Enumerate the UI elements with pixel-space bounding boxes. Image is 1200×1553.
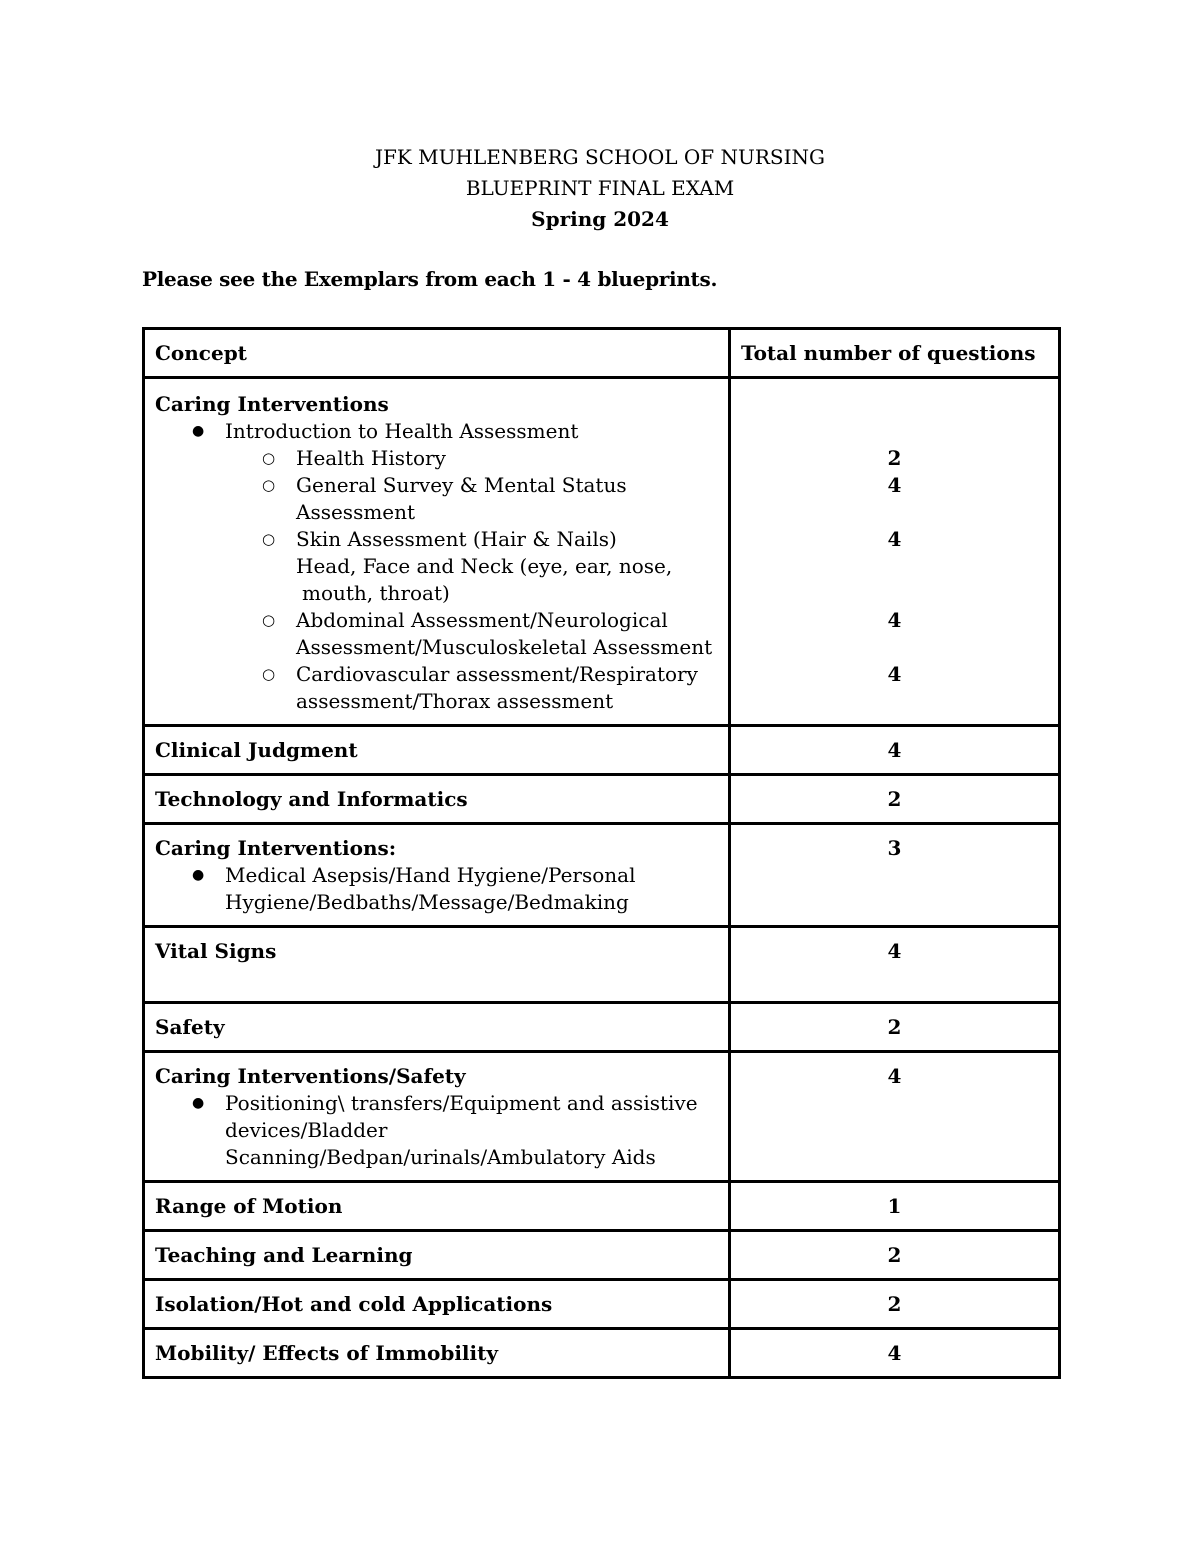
bullet-item-cont: Scanning/Bedpan/urinals/Ambulatory Aids (225, 1145, 656, 1169)
count-value: 2 (887, 446, 902, 470)
sub-item-cont: Assessment/Musculoskeletal Assessment (296, 635, 713, 659)
table-row (144, 1231, 1060, 1280)
count-value: 2 (730, 1231, 1060, 1280)
count-value: 2 (730, 1280, 1060, 1329)
table-row (144, 726, 1060, 775)
table-row (144, 1003, 1060, 1052)
concept-title: Vital Signs (144, 927, 730, 1003)
school-name: JFK MUHLENBERG SCHOOL OF NURSING (374, 145, 826, 169)
count-value: 3 (730, 824, 1060, 927)
table-row (144, 1280, 1060, 1329)
count-value: 1 (730, 1182, 1060, 1231)
sub-item-cont: Head, Face and Neck (eye, ear, nose, (296, 554, 673, 578)
table-row (144, 1182, 1060, 1231)
table-row (144, 927, 1060, 1003)
concept-title: Safety (144, 1003, 730, 1052)
bullet-item-cont: devices/Bladder (225, 1118, 388, 1142)
exam-title: BLUEPRINT FINAL EXAM (465, 176, 735, 200)
concept-title: Isolation/Hot and cold Applications (144, 1280, 730, 1329)
term: Spring 2024 (531, 207, 669, 231)
concept-title: Technology and Informatics (144, 775, 730, 824)
table-row (144, 378, 1060, 726)
count-value: 4 (730, 927, 1060, 1003)
concept-cell (144, 1052, 730, 1182)
blueprint-table (142, 327, 1061, 1379)
sub-item: ○ Skin Assessment (Hair & Nails) (155, 526, 718, 553)
table-row (144, 1329, 1060, 1378)
count-value: 4 (730, 1052, 1060, 1182)
concept-title: Mobility/ Effects of Immobility (144, 1329, 730, 1378)
bullet-item: ● Introduction to Health Assessment (155, 418, 718, 445)
bullet-item: ● Positioning\ transfers/Equipment and assistive (155, 1090, 718, 1117)
intro-text: Please see the Exemplars from each 1 - 4 blueprints. (142, 267, 718, 291)
sub-item-cont: assessment/Thorax assessment (296, 689, 614, 713)
concept-title: Teaching and Learning (144, 1231, 730, 1280)
table-header-row (144, 329, 1060, 378)
concept-cell (144, 824, 730, 927)
document-heading (0, 142, 1200, 235)
sub-item: ○ Health History (155, 445, 718, 472)
bullet-item-cont: Hygiene/Bedbaths/Message/Bedmaking (225, 890, 629, 914)
table-row (144, 1052, 1060, 1182)
sub-item: ○ Cardiovascular assessment/Respiratory (155, 661, 718, 688)
concept-title: Caring Interventions (155, 392, 389, 416)
count-value: 4 (730, 726, 1060, 775)
sub-item-cont: Assessment (296, 500, 416, 524)
concept-title: Caring Interventions: (155, 836, 397, 860)
count-value: 2 (730, 775, 1060, 824)
concept-cell (144, 378, 730, 726)
sub-item: ○ Abdominal Assessment/Neurological (155, 607, 718, 634)
bullet-item: ● Medical Asepsis/Hand Hygiene/Personal (155, 862, 718, 889)
count-cell (730, 378, 1060, 726)
count-value: 4 (887, 608, 902, 632)
table-row (144, 824, 1060, 927)
concept-title: Caring Interventions/Safety (155, 1064, 466, 1088)
table-row (144, 775, 1060, 824)
concept-title: Range of Motion (144, 1182, 730, 1231)
count-value: 4 (730, 1329, 1060, 1378)
sub-item: ○ General Survey & Mental Status (155, 472, 718, 499)
concept-header: Concept (144, 329, 730, 378)
concept-title: Clinical Judgment (144, 726, 730, 775)
count-value: 4 (887, 473, 902, 497)
count-value: 4 (887, 527, 902, 551)
count-value: 2 (730, 1003, 1060, 1052)
sub-item-cont: mouth, throat) (302, 581, 450, 605)
count-header: Total number of questions (730, 329, 1060, 378)
count-value: 4 (887, 662, 902, 686)
